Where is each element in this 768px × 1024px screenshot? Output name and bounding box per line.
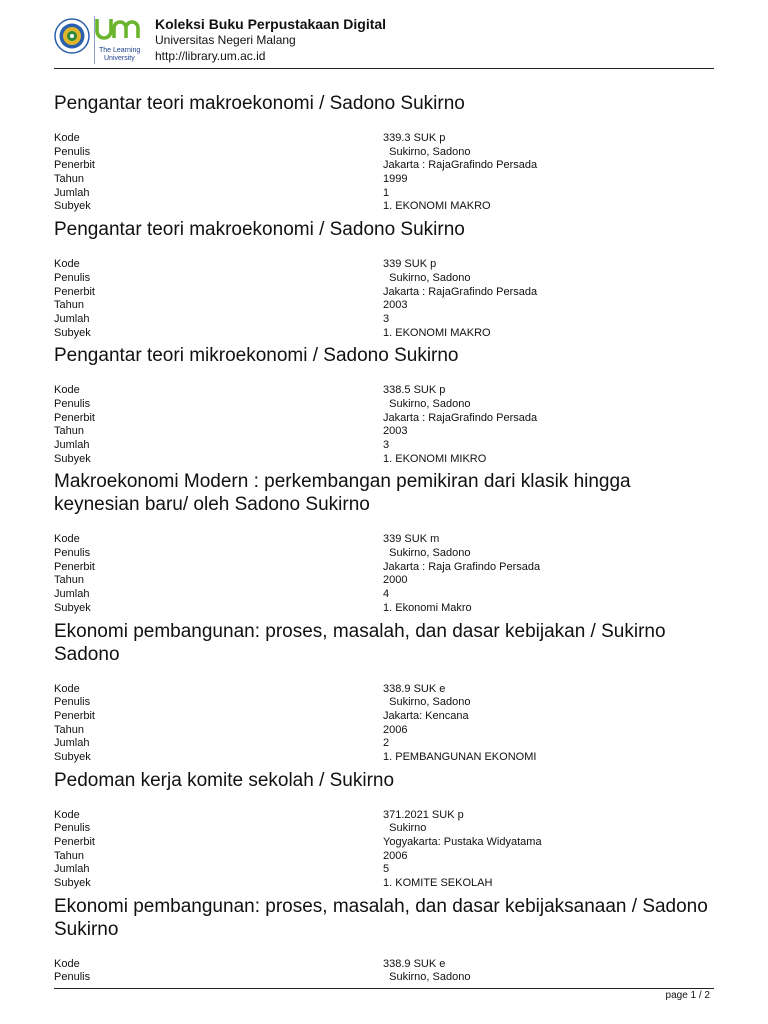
field-value: 1999 xyxy=(383,173,408,186)
field-value: 339 SUK p xyxy=(383,258,437,271)
field-label: Penerbit xyxy=(54,159,95,172)
field-value: 338.9 SUK e xyxy=(383,682,446,695)
field-value: 1 xyxy=(383,186,390,199)
book-field-row xyxy=(54,384,714,398)
svg-text:University: University xyxy=(104,55,135,62)
field-value: 1. EKONOMI MAKRO xyxy=(383,326,491,339)
header-text-block xyxy=(155,16,386,64)
book-entry xyxy=(54,340,714,466)
field-value: Yogyakarta: Pustaka Widyatama xyxy=(383,836,542,848)
field-value: 3 xyxy=(383,439,390,451)
book-field-row xyxy=(54,132,714,146)
book-field-row xyxy=(54,561,714,575)
book-field-row xyxy=(54,439,714,453)
book-field-row xyxy=(54,412,714,426)
book-field-row xyxy=(54,425,714,439)
book-field-row xyxy=(54,863,714,877)
field-label: Kode xyxy=(54,957,80,970)
field-value: 1. EKONOMI MAKRO xyxy=(383,200,491,213)
field-label: Tahun xyxy=(54,299,84,312)
book-title: Pengantar teori mikroekonomi / Sadono Sukirno xyxy=(54,345,459,367)
field-label: Penulis xyxy=(54,145,91,158)
field-label: Penulis xyxy=(54,822,91,835)
field-value: 4 xyxy=(383,588,390,601)
book-list xyxy=(54,88,714,985)
field-value: 1. PEMBANGUNAN EKONOMI xyxy=(383,750,537,763)
field-label: Jumlah xyxy=(54,186,90,199)
book-field-row xyxy=(54,877,714,891)
book-field-row xyxy=(54,809,714,823)
field-label: Jumlah xyxy=(54,312,90,325)
book-field-row xyxy=(54,187,714,201)
field-value: 2003 xyxy=(383,299,408,312)
field-label: Penulis xyxy=(54,271,91,284)
um-logo-icon xyxy=(94,14,146,66)
book-field-row xyxy=(54,159,714,173)
field-value: Jakarta : RajaGrafindo Persada xyxy=(383,159,538,172)
book-title: Pengantar teori makroekonomi / Sadono Sukirno xyxy=(54,93,465,114)
field-label: Penulis xyxy=(54,397,91,410)
book-field-row xyxy=(54,602,714,616)
book-entry xyxy=(54,765,714,891)
book-field-row xyxy=(54,173,714,187)
book-field-row xyxy=(54,547,714,561)
field-label: Subyek xyxy=(54,452,91,465)
book-entry xyxy=(54,466,714,615)
field-label: Kode xyxy=(54,258,80,271)
field-value: Jakarta : Raja Grafindo Persada xyxy=(383,560,541,573)
field-label: Tahun xyxy=(54,849,84,862)
field-label: Penerbit xyxy=(54,560,95,573)
book-field-row xyxy=(54,258,714,272)
field-value: 339.3 SUK p xyxy=(383,132,446,144)
book-field-row xyxy=(54,533,714,547)
field-value: 338.5 SUK p xyxy=(383,384,446,397)
book-field-row xyxy=(54,327,714,341)
book-field-row xyxy=(54,398,714,412)
book-field-row xyxy=(54,574,714,588)
book-field-row xyxy=(54,710,714,724)
field-label: Penulis xyxy=(54,547,91,560)
field-value: 1. KOMITE SEKOLAH xyxy=(383,877,493,890)
field-label: Penulis xyxy=(54,971,91,984)
field-label: Kode xyxy=(54,132,80,144)
header-title: Koleksi Buku Perpustakaan Digital xyxy=(155,16,387,32)
field-value: 1. EKONOMI MIKRO xyxy=(383,452,487,465)
field-label: Kode xyxy=(54,808,80,821)
field-label: Tahun xyxy=(54,173,84,186)
book-title: Ekonomi pembangunan: proses, masalah, dan dasar kebijaksanaan / Sadono Sukirno xyxy=(54,895,708,940)
field-label: Penerbit xyxy=(54,836,95,848)
book-entry xyxy=(54,891,714,985)
book-field-row xyxy=(54,958,714,972)
book-field-row xyxy=(54,724,714,738)
field-value: 339 SUK m xyxy=(383,533,440,546)
field-value: 2006 xyxy=(383,723,408,736)
field-label: Jumlah xyxy=(54,439,90,451)
book-field-row xyxy=(54,850,714,864)
field-label: Subyek xyxy=(54,326,91,339)
book-field-row xyxy=(54,272,714,286)
field-value: 2 xyxy=(383,737,390,750)
field-label: Subyek xyxy=(54,601,91,614)
book-field-row xyxy=(54,751,714,765)
book-field-row xyxy=(54,696,714,710)
book-field-row xyxy=(54,737,714,751)
header-institution: Universitas Negeri Malang xyxy=(155,33,296,47)
field-value: Sukirno xyxy=(383,822,427,835)
book-field-row xyxy=(54,822,714,836)
field-label: Penerbit xyxy=(54,709,95,722)
field-label: Tahun xyxy=(54,574,84,587)
book-field-row xyxy=(54,313,714,327)
field-label: Tahun xyxy=(54,723,84,736)
field-value: 2003 xyxy=(383,425,408,438)
book-field-row xyxy=(54,299,714,313)
field-value: Jakarta : RajaGrafindo Persada xyxy=(383,411,538,424)
field-value: 338.9 SUK e xyxy=(383,957,446,970)
field-label: Jumlah xyxy=(54,863,90,876)
book-title: Makroekonomi Modern : perkembangan pemikiran dari klasik hingga keynesian baru/ oleh Sadono Sukirno xyxy=(54,471,631,516)
field-value: 1. Ekonomi Makro xyxy=(383,601,472,614)
university-seal-icon xyxy=(54,18,90,54)
field-value: Sukirno, Sadono xyxy=(383,145,471,158)
field-label: Penerbit xyxy=(54,411,95,424)
field-value: Jakarta : RajaGrafindo Persada xyxy=(383,285,538,298)
page-number: page 1 / 2 xyxy=(665,990,710,1001)
book-field-row xyxy=(54,200,714,214)
book-entry xyxy=(54,214,714,340)
field-label: Kode xyxy=(54,533,80,546)
field-label: Jumlah xyxy=(54,588,90,601)
field-value: 5 xyxy=(383,863,390,876)
book-field-row xyxy=(54,453,714,467)
field-value: 2006 xyxy=(383,849,408,862)
book-field-row xyxy=(54,588,714,602)
book-field-row xyxy=(54,683,714,697)
field-label: Penulis xyxy=(54,696,91,709)
book-title: Pengantar teori makroekonomi / Sadono Sukirno xyxy=(54,219,465,241)
footer-divider xyxy=(54,988,714,989)
field-label: Subyek xyxy=(54,750,91,763)
book-field-row xyxy=(54,286,714,300)
book-title: Pedoman kerja komite sekolah / Sukirno xyxy=(54,769,395,791)
field-label: Kode xyxy=(54,682,80,695)
document-header xyxy=(54,12,714,68)
book-field-row xyxy=(54,836,714,850)
field-value: Sukirno, Sadono xyxy=(383,971,471,984)
field-label: Jumlah xyxy=(54,737,90,750)
field-value: Jakarta: Kencana xyxy=(383,709,469,722)
book-field-row xyxy=(54,146,714,160)
field-value: 2000 xyxy=(383,574,408,587)
field-label: Penerbit xyxy=(54,285,95,298)
book-title: Ekonomi pembangunan: proses, masalah, dan dasar kebijakan / Sukirno Sadono xyxy=(54,620,666,665)
svg-text:The Learning: The Learning xyxy=(99,47,141,54)
book-entry xyxy=(54,616,714,765)
book-field-row xyxy=(54,971,714,985)
field-label: Subyek xyxy=(54,877,91,890)
field-value: Sukirno, Sadono xyxy=(383,696,471,709)
field-value: Sukirno, Sadono xyxy=(383,547,471,560)
field-label: Tahun xyxy=(54,425,84,438)
field-label: Subyek xyxy=(54,200,91,213)
header-url[interactable]: http://library.um.ac.id xyxy=(155,49,266,63)
field-value: 3 xyxy=(383,312,390,325)
field-label: Kode xyxy=(54,384,80,397)
field-value: Sukirno, Sadono xyxy=(383,397,471,410)
book-entry xyxy=(54,88,714,214)
field-value: 371.2021 SUK p xyxy=(383,808,464,821)
header-divider xyxy=(54,68,714,69)
field-value: Sukirno, Sadono xyxy=(383,271,471,284)
